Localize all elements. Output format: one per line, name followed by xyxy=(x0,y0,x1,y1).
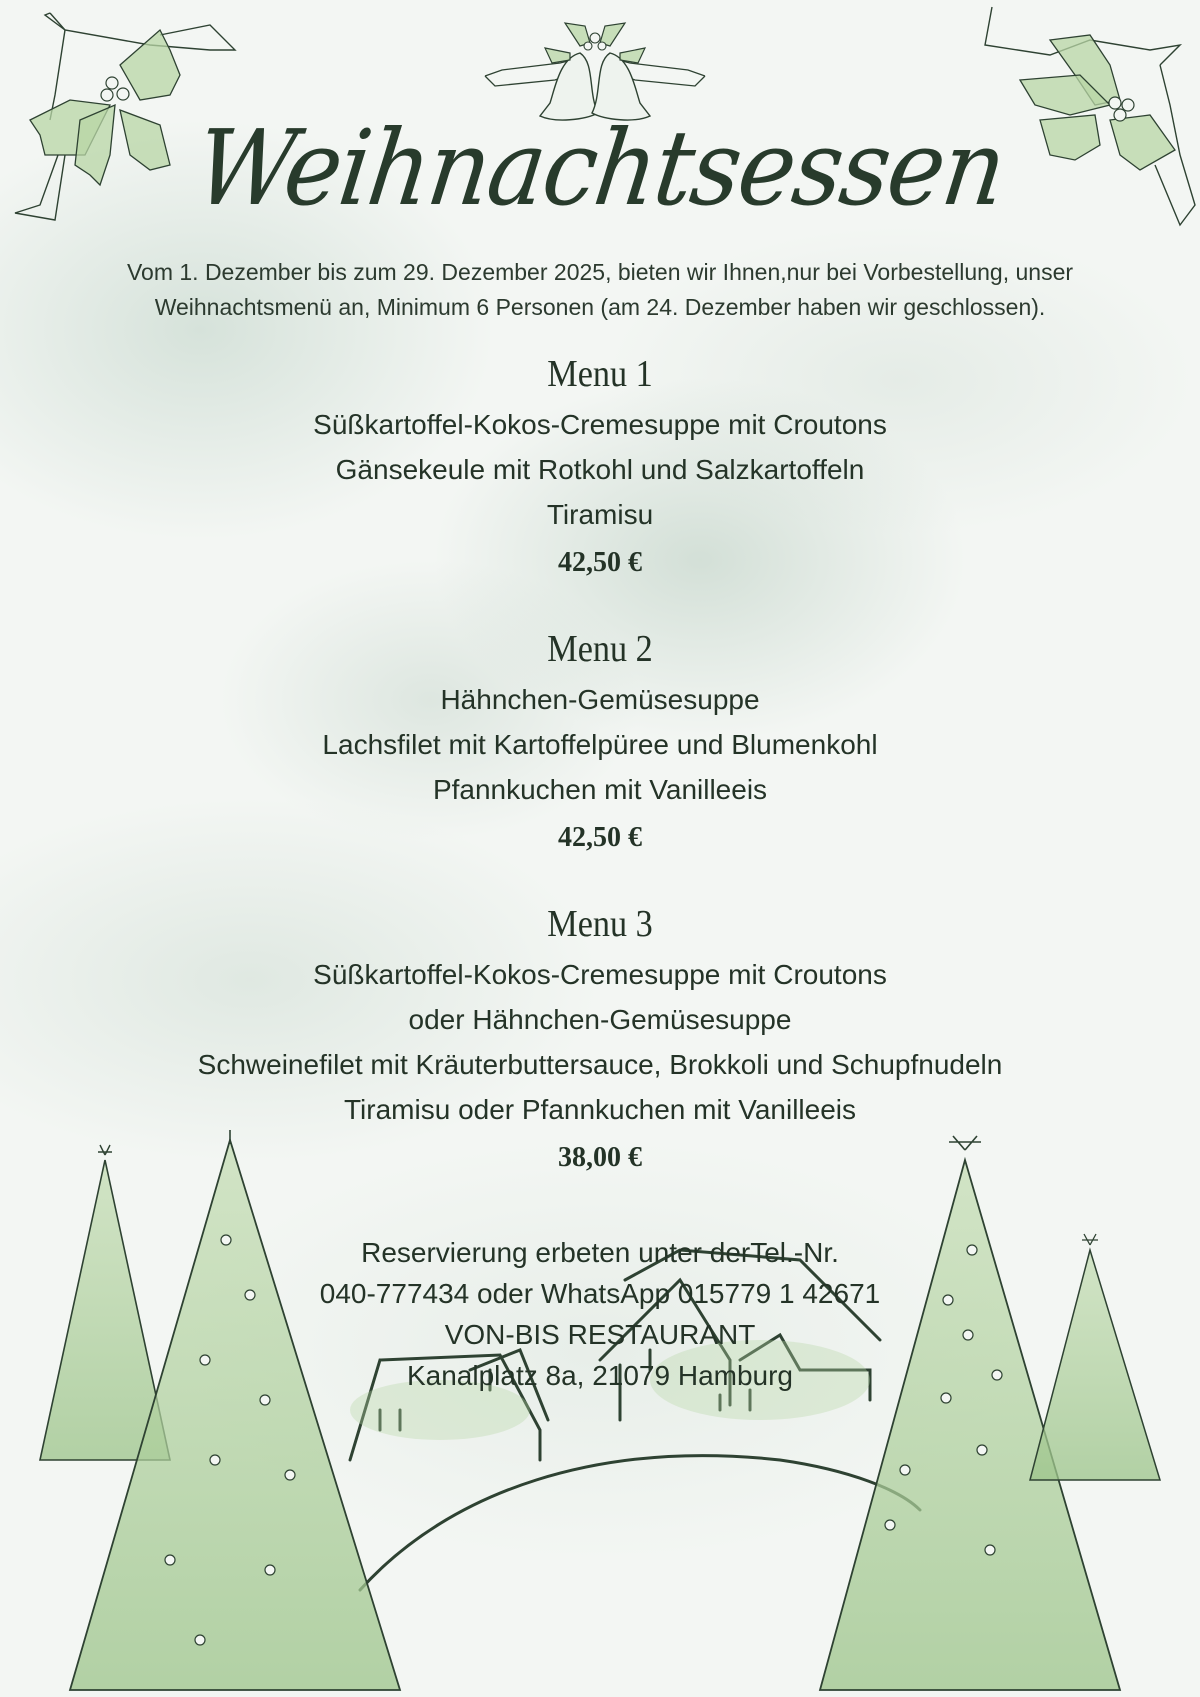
dish-item: Süßkartoffel-Kokos-Cremesuppe mit Croutons xyxy=(313,409,887,440)
menu-heading: Menu 2 xyxy=(547,628,653,670)
reservation-text: Reservierung erbeten unter derTel.-Nr. xyxy=(361,1237,839,1268)
dish-item: Lachsfilet mit Kartoffelpüree und Blumenkohl xyxy=(322,729,878,760)
intro-line: Vom 1. Dezember bis zum 29. Dezember 2025, bieten wir Ihnen,nur bei Vorbestellung, unser xyxy=(126,259,1074,285)
dish-item: Gänsekeule mit Rotkohl und Salzkartoffeln xyxy=(335,454,865,485)
menu-price: 38,00 € xyxy=(558,1142,642,1173)
menu-section-3 xyxy=(0,902,1200,1178)
menu-heading: Menu 3 xyxy=(547,903,653,945)
restaurant-address: Kanalplatz 8a, 21079 Hamburg xyxy=(406,1360,794,1391)
menu-price: 42,50 € xyxy=(558,822,642,853)
restaurant-name: VON-BIS RESTAURANT xyxy=(444,1319,756,1350)
dish-item: Tiramisu xyxy=(546,499,654,530)
dish-item: Schweinefilet mit Kräuterbuttersauce, Brokkoli und Schupfnudeln xyxy=(197,1049,1003,1080)
dish-item: Hähnchen-Gemüsesuppe xyxy=(440,684,760,715)
phone-numbers: 040-777434 oder WhatsApp 015779 1 42671 xyxy=(319,1278,881,1309)
menu-heading: Menu 1 xyxy=(547,353,653,395)
dish-item: Tiramisu oder Pfannkuchen mit Vanilleeis xyxy=(343,1094,856,1125)
dish-item: Pfannkuchen mit Vanilleeis xyxy=(432,774,768,805)
contact-info xyxy=(0,1232,1200,1396)
intro-text xyxy=(60,255,1140,325)
intro-line: Weihnachtsmenü an, Minimum 6 Personen (am 24. Dezember haben wir geschlossen). xyxy=(154,294,1046,320)
menu-section-2 xyxy=(0,627,1200,858)
page-title: Weihnachtsessen xyxy=(188,107,1012,229)
menu-price: 42,50 € xyxy=(558,547,642,578)
dish-item: oder Hähnchen-Gemüsesuppe xyxy=(408,1004,792,1035)
winter-village-trees-illustration xyxy=(0,1130,1200,1697)
dish-item: Süßkartoffel-Kokos-Cremesuppe mit Croutons xyxy=(313,959,887,990)
menu-section-1 xyxy=(0,352,1200,583)
